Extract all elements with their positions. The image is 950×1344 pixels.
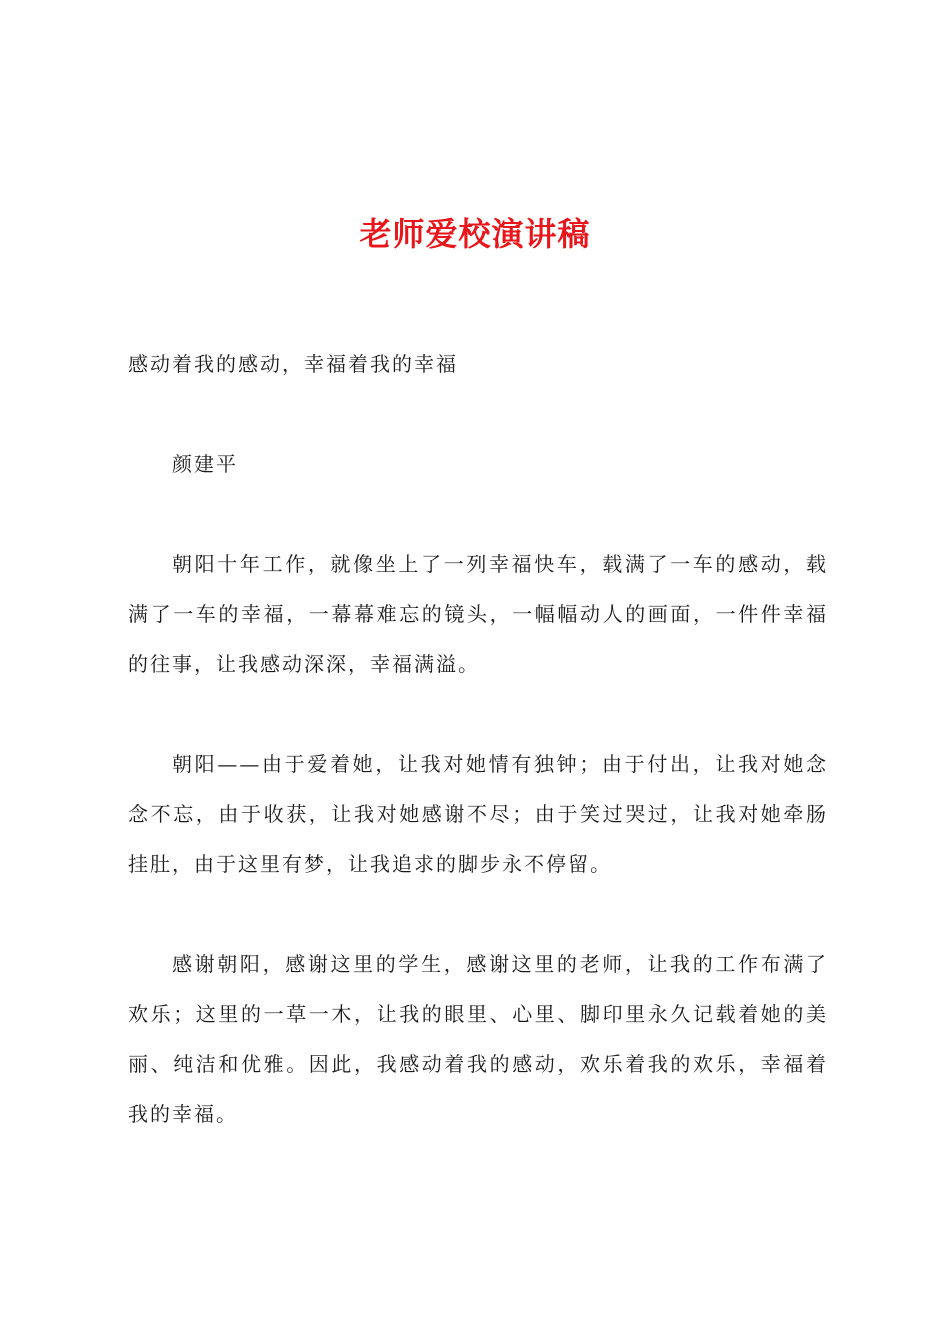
paragraph-2: 朝阳——由于爱着她，让我对她情有独钟；由于付出，让我对她念念不忘，由于收获，让我对她感谢不尽；由于笑过哭过，让我对她牵肠挂肚，由于这里有梦，让我追求的脚步永不停留。 [128, 752, 828, 876]
paragraph-3: 感谢朝阳，感谢这里的学生，感谢这里的老师，让我的工作布满了欢乐；这里的一草一木，让我的眼里、心里、脚印里永久记载着她的美丽、纯洁和优雅。因此，我感动着我的感动，欢乐着我的欢乐，幸福着我的幸福。 [128, 952, 828, 1126]
paragraph-1: 朝阳十年工作，就像坐上了一列幸福快车，载满了一车的感动，载满了一车的幸福，一幕幕难忘的镜头，一幅幅动人的画面，一件件幸福的往事，让我感动深深，幸福满溢。 [128, 552, 828, 676]
document-subtitle: 感动着我的感动，幸福着我的幸福 [128, 352, 458, 376]
author-name: 颜建平 [172, 452, 238, 476]
document-title: 老师爱校演讲稿 [359, 215, 591, 253]
